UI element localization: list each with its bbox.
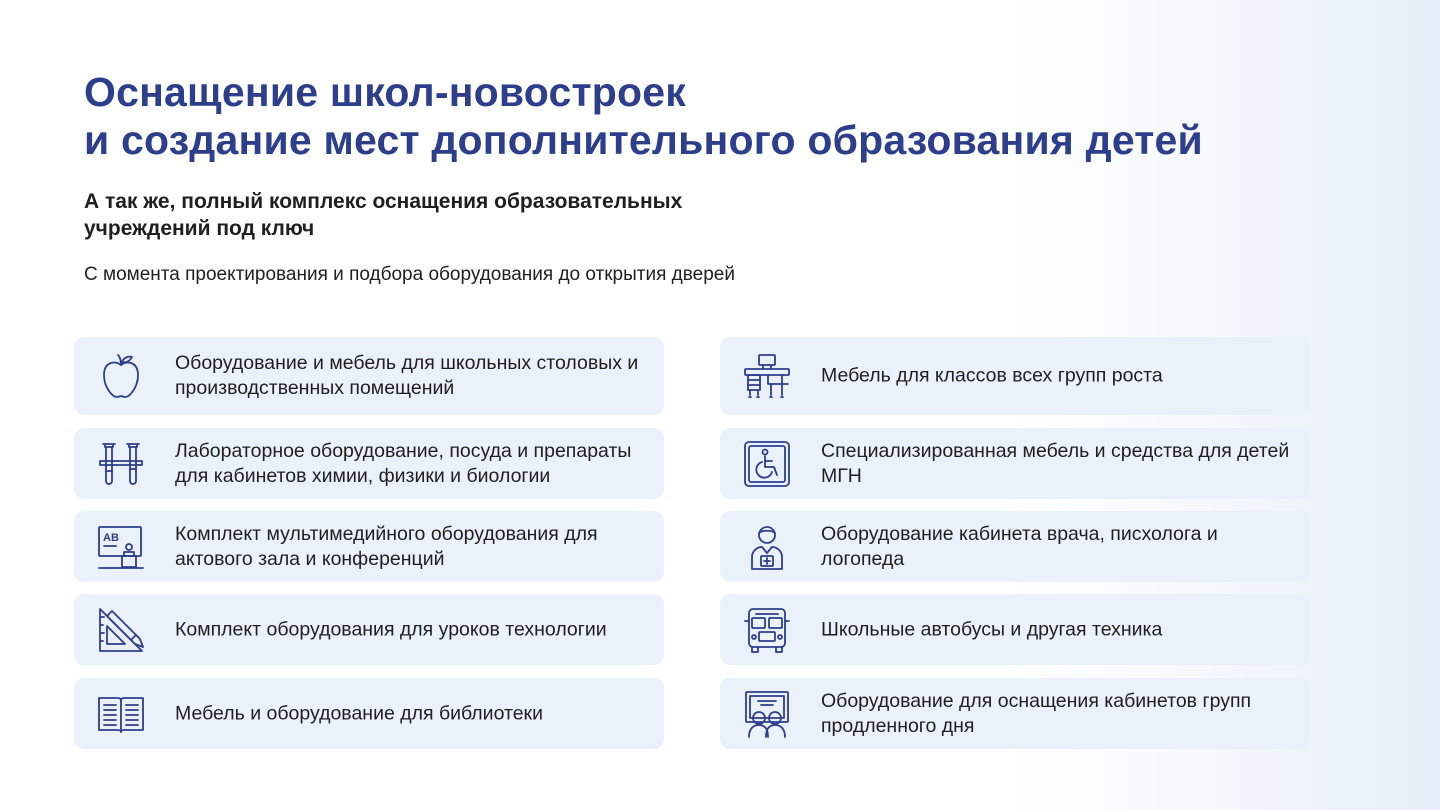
kids-classroom-icon (740, 687, 794, 741)
subtitle-line-2: учреждений под ключ (84, 217, 315, 240)
subtitle (84, 188, 682, 242)
service-card-label: Оборудование кабинета врача, писхолога и логопеда (821, 522, 1218, 570)
book-icon (94, 687, 148, 741)
service-card-technology (74, 594, 664, 665)
service-card-label: Комплект мультимедийного оборудования для актового зала и конференций (175, 522, 598, 570)
test-tubes-icon (94, 437, 148, 491)
service-card-laboratory (74, 428, 664, 499)
ruler-pencil-icon (94, 603, 148, 657)
service-card-label: Мебель и оборудование для библиотеки (175, 702, 543, 724)
service-card-label: Школьные автобусы и другая техника (821, 618, 1163, 640)
service-card-accessibility (720, 428, 1310, 499)
page-title (84, 68, 1203, 164)
service-card-buses (720, 594, 1310, 665)
service-card-classroom-furniture (720, 337, 1310, 415)
apple-icon (94, 349, 148, 403)
service-card-label: Оборудование для оснащения кабинетов групп продленного дня (821, 689, 1252, 737)
wheelchair-icon (740, 437, 794, 491)
bus-icon (740, 603, 794, 657)
service-card-label: Специализированная мебель и средства для детей МГН (821, 439, 1290, 487)
service-card-label: Мебель для классов всех групп роста (821, 364, 1163, 387)
service-card-extended-day (720, 678, 1310, 749)
service-card-label: Комплект оборудования для уроков технологии (175, 618, 607, 640)
subtitle-line-1: А так же, полный комплекс оснащения образовательных (84, 190, 683, 213)
service-card-library (74, 678, 664, 749)
lead-text: С момента проектирования и подбора оборудования до открытия дверей (84, 264, 735, 285)
presentation-board-icon (94, 520, 148, 574)
service-card-label: Оборудование и мебель для школьных столовых и производственных помещений (175, 352, 639, 399)
service-card-multimedia (74, 511, 664, 582)
doctor-icon (740, 520, 794, 574)
service-card-label: Лабораторное оборудование, посуда и препараты для кабинетов химии, физики и биологии (175, 439, 632, 487)
svg-text:AB: AB (103, 531, 119, 544)
school-desk-icon (740, 349, 794, 403)
page-title-line-2: и создание мест дополнительного образования детей (84, 117, 1203, 163)
page-title-line-1: Оснащение школ-новостроек (84, 69, 686, 115)
service-card-canteen (74, 337, 664, 415)
service-card-doctor (720, 511, 1310, 582)
